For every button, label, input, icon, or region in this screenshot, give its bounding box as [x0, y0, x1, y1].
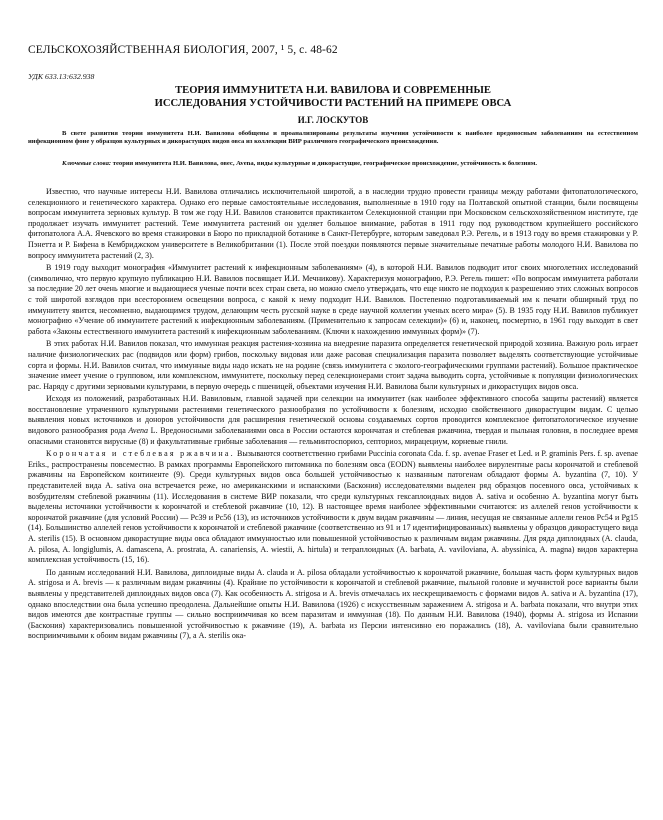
author: И.Г. ЛОСКУТОВ — [297, 115, 369, 125]
title-line-1: ТЕОРИЯ ИММУНИТЕТА Н.И. ВАВИЛОВА И СОВРЕМЕННЫЕ — [175, 85, 491, 96]
paragraph-2: В 1919 году выходит монография «Иммунитет растений к инфекционным заболеваниям» (4), в которой Н.И. Вавилов подводит итог своих многолетних исследований (символично, что первую крупную публикацию Н.И. Вавилов посвящает И.И. Мечникову). Характеризуя монографию, Р.Э. Регель пишет: «По вопросам иммунитета работали за последние 20 лет очень многие и выдающиеся ученые почти всех стран света, но можно смело утверждать, что еще никто не подходил к разрешению этих сложных вопросов с той широтой взглядов при всесторонием освещении вопроса, с какой к нему подходит Н.И. Вавилов. Постепенно подготавливаемый им к печати обширный труд по иммунитету явится, несомненно, выдающимся трудом, делающим честь русской науке в среде научной коллегии ученых всего мира» (5). В 1935 году Н.И. Вавилов публикует монографию «Учение об иммунитете растений к инфекционным заболеваниям. (Применительно к запросам селекции)» (6) и, наконец, посмертно, в 1961 году выходит в свет работа «Законы естественного иммунитета растений к инфекционным заболеваниям. (Ключи к нахождению иммунных форм)» (7). — [28, 263, 638, 336]
keywords-label: Ключевые слова: — [62, 160, 112, 167]
paragraph-4-part-b: L. Вредоносными заболеваниями овса в России остаются корончатая и стеблевая ржавчина, твердая и пыльная головня, в последнее время опасными становятся вирусные (8) и факультативные грибные заболевания — гельминтоспориоз, септориоз, мирацециум, корневые гнили. — [28, 426, 639, 446]
article-body — [28, 187, 638, 644]
keywords-text: теория иммунитета Н.И. Вавилова, овес, Avena, виды культурные и дикорастущие, географическое происхождение, устойчивость к болезням. — [112, 160, 538, 167]
paragraph-4 — [28, 394, 638, 447]
abstract: В свете развития теории иммунитета Н.И. Вавилова обобщены и проанализированы результаты изучения устойчивости к наиболее вредоносным заболеваниям на естественном инфекционном фоне у образцов культурных и дикорастущих видов овса из коллекции ВИР различного географического происхождения. — [28, 130, 638, 146]
paragraph-6: По данным исследований Н.И. Вавилова, диплоидные виды A. clauda и A. pilosa обладали устойчивостью к корончатой ржавчине, большая часть форм культурных видов A. strigosa и A. brevis — к различным видам ржавчины (4). Крайние по устойчивости к корончатой и стеблевой ржавчине, пыльной головне и мучнистой росе варианты были выявлены у представителей диплоидных видов овса (7). Как особенность A. strigosa и A. brevis отмечалась их нескрещиваемость с формами видов A. sativa и A. byzantina (17), однако впоследствии она была успешно преодолена. Дальнейшие опыты Н.И. Вавилова (1926) с искусственным заражением A. strigosa и A. barbata показали, что внутри этих видов имеются две контрастные группы — сильно восприимчивая ко всем паразитам и иммунная (18). По данным Н.И. Вавилова (1940), формы A. strigosa из Испании (Баскония) характеризовались повышенной устойчивостью к ржавчине (19), A. barbata из Персии интенсивно ею поражались (18), A. vaviloviana были сравнительно восприимчивыми к обоим видам ржавчины (7), а A. sterilis ока- — [28, 567, 638, 641]
genus-avena: Avena — [128, 426, 149, 436]
paragraph-5-text: Вызываются соответственно грибами Puccinia coronata Cda. f. sp. avenae Fraser et Led. и P. graminis Pers. f. sp. avenae Eriks., распространены повсеместно. В рамках программы Европейского питомника по болезням овса (EODN) выявлены наиболее вирулентные расы корончатой и стеблевой ржавчины на Европейском континенте (9). Среди культурных видов овса большей устойчивостью к названным патогенам обладают формы A. byzantina (7, 10). У представителей вида A. sativa она встречается реже, но американскими и испанскими (Баскония) исследователями выделен ряд образцов посевного овса, устойчивых к возбудителям стеблевой ржавчины (11). Исследования в системе ВИР показали, что среди культурных гексаплоидных видов A. sativa и особенно A. byzantina могут быть выделены источники устойчивости к корончатой и стеблевой ржавчине (10, 12). В настоящее время наиболее эффективными считаются: из аллелей генов устойчивости к корончатой ржавчине (для условий России) — Pc39 и Pc56 (13), из источников устойчивости к двум видам ржавчины — линия, несущая не связанные аллели генов Pc54 и Pg15 (14). Большинство аллелей генов устойчивости к корончатой и стеблевой ржавчине (соответственно из 91 и 17 идентифицированных) выявлены у образцов дикорастущего вида A. sterilis (15). В основном дикорастущие виды овса обладают иммунностью или повышенной устойчивостью к различным видам ржавчины. Для ряда диплоидных (A. clauda, A. pilosa, A. longiglumis, A. damascena, A. prostrata, A. canariensis, A. wiestii, A. hirtula) и тетраплоидных (A. barbata, A. vaviloviana, A. abyssinica, A. magna) видов характерна комплексная устойчивость (15, 16). — [28, 449, 638, 565]
journal-header: СЕЛЬСКОХОЗЯЙСТВЕННАЯ БИОЛОГИЯ, 2007, ¹ 5, с. 48-62 — [28, 44, 338, 56]
paragraph-4-part-a: Исходя из положений, разработанных Н.И. Вавиловым, главной задачей при селекции на иммунитет (как наиболее эффективного способа защиты растений) является восстановление утраченного культурными растениями генетического разнообразия по устойчивости к болезням, исходно свойственного дикорастущим видам. С целью выявления новых источников и доноров устойчивости для расширения генетической основы создаваемых сортов проводится комплексное фитопатологическое изучение видового разнообразия рода — [28, 394, 638, 436]
keywords — [28, 160, 638, 168]
udc-code: УДК 633.13:632.938 — [28, 72, 95, 81]
section-heading-rust: Корончатая и стеблевая ржавчина. — [46, 449, 235, 459]
paragraph-3: В этих работах Н.И. Вавилов показал, что иммунная реакция растения-хозяина на внедрение паразита определяется генетической природой хозяина. Важную роль играет наличие физиологических рас (подвидов или форм) грибов, поскольку видовая или даже расовая специализация паразита позволяет выделять соответствующие устойчивые сорта и формы. Н.И. Вавилов считал, что иммунные виды надо искать не на родине (связь иммунитета с эколого-географическими группами растений). Большое практическое значение имеет учение о групповом, или комплексном, иммунитете, поскольку перед селекционерами стоит задача выводить сорта, устойчивые к популяции физиологических рас. Наряду с другими зерновыми культурами, в первую очередь с пшеницей, объектами изучения Н.И. Вавилова были культурных и дикорастущих видов овса. — [28, 339, 638, 391]
paragraph-5 — [28, 449, 638, 566]
article-title — [28, 85, 638, 110]
title-line-2: ИССЛЕДОВАНИЯ УСТОЙЧИВОСТИ РАСТЕНИЙ НА ПРИМЕРЕ ОВСА — [154, 97, 512, 109]
paragraph-1: Известно, что научные интересы Н.И. Вавилова отличались исключительной широтой, а в наследии трудно провести границы между работами фитопатологического, селекционного и генетического характера. Однако его первые самостоятельные исследования, выполненные в 1910 году на Полтавской опытной станции, были посвящены вопросам иммунитета зерновых культур. В том же году Н.И. Вавилов становится практикантом Селекционной станции при Московском сельскохозяйственном институте, где продолжает изучать иммунитет растений. Теме иммунитета растений он уделяет большое внимание, работая в 1911 году под руководством крупнейшего российского фитопатолога А.А. Ячевского во время стажировки в Бюро по прикладной ботанике в Санкт-Петербурге, которым заведовал Р.Э. Регель, и в 1913 году во время стажировки у Р. Пэнетта и Р. Бифена в Кембриджском университете в Великобритании (1). После этой поездки появляются первые значительные печатные работы молодого Н.И. Вавилова по вопросу иммунитета растений (2, 3). — [28, 187, 638, 260]
